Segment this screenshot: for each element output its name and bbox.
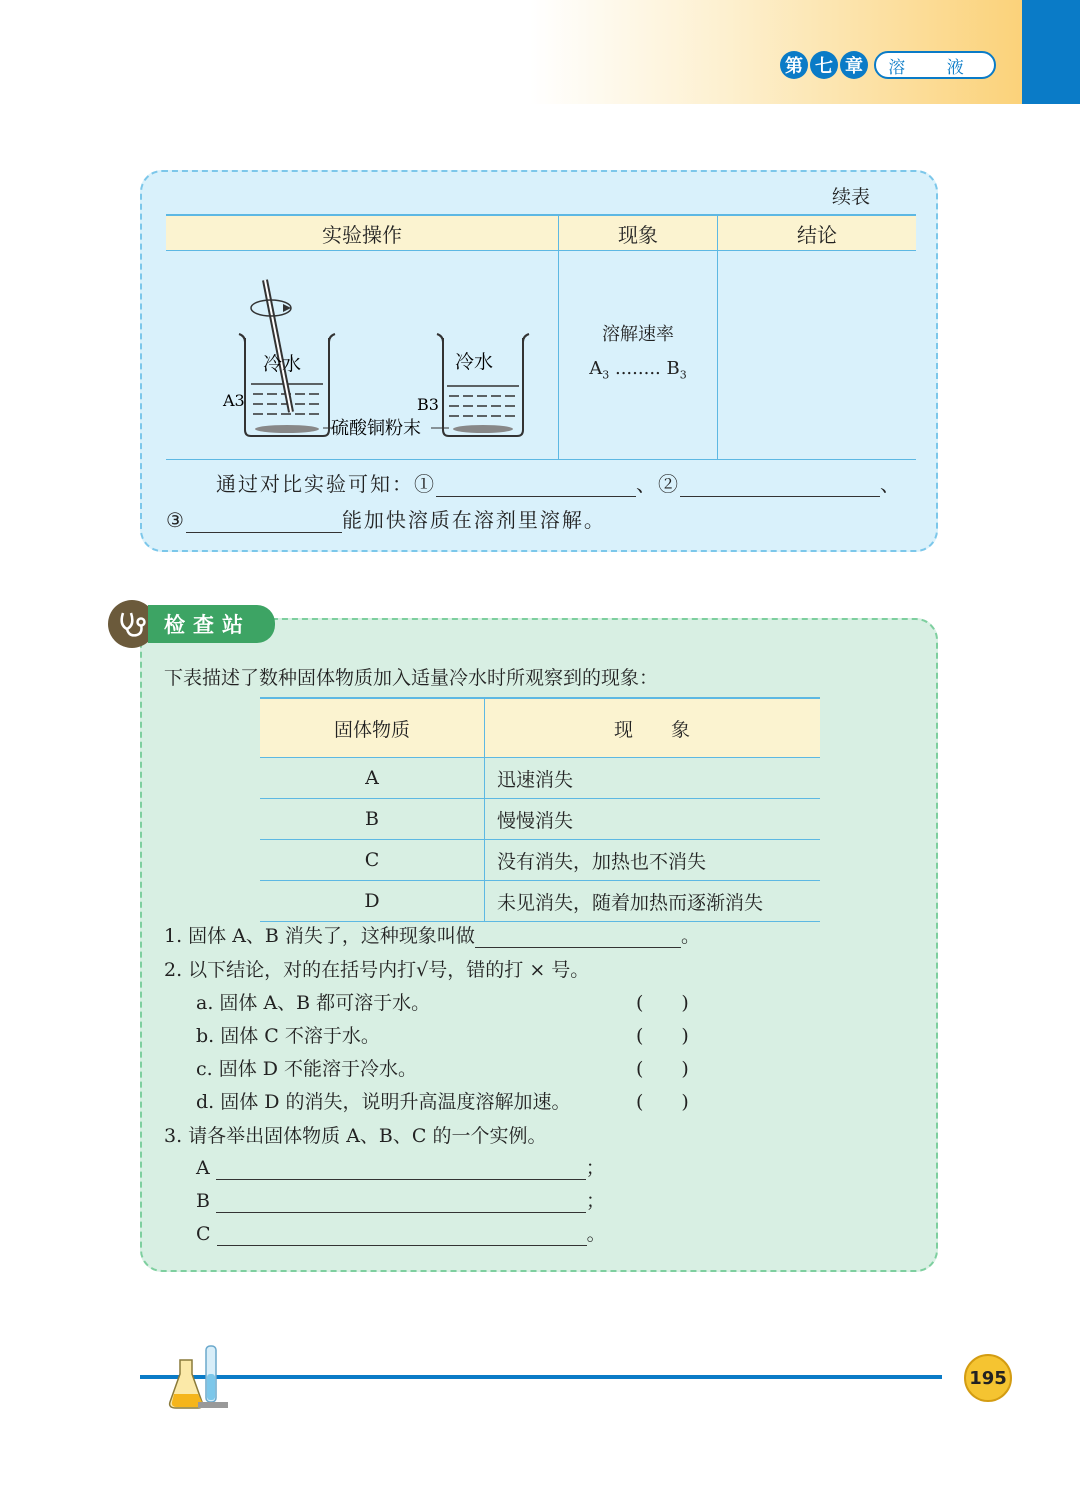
answer-blank[interactable] bbox=[217, 1225, 587, 1246]
header-substance: 固体物质 bbox=[260, 698, 485, 758]
operation-cell bbox=[166, 251, 559, 460]
experiment-table bbox=[166, 214, 916, 460]
answer-parentheses[interactable]: ( ) bbox=[636, 992, 689, 1014]
page-number: 195 bbox=[964, 1354, 1012, 1402]
chapter-char: 章 bbox=[840, 51, 868, 79]
phenomenon-cell: 没有消失，加热也不消失 bbox=[485, 840, 821, 881]
phenomenon-title: 溶解速率 bbox=[602, 323, 674, 345]
header-conclusion: 结论 bbox=[718, 215, 917, 251]
badge-label: 检查站 bbox=[148, 605, 275, 643]
substance-cell: C bbox=[260, 840, 485, 881]
left-water-label: 冷水 bbox=[263, 353, 302, 375]
answer-parentheses[interactable]: ( ) bbox=[636, 1091, 689, 1113]
question-2: 2. 以下结论，对的在括号内打√号，错的打 × 号。 bbox=[164, 959, 590, 981]
phenomenon-cell: 迅速消失 bbox=[485, 758, 821, 799]
check-intro: 下表描述了数种固体物质加入适量冷水时所观察到的现象： bbox=[164, 667, 659, 689]
question-1: 1. 固体 A、B 消失了，这种现象叫做 。 bbox=[164, 925, 700, 947]
substance-cell: A bbox=[260, 758, 485, 799]
header-phenomenon: 现象 bbox=[559, 215, 718, 251]
header-blue-tab bbox=[1022, 0, 1080, 104]
answer-blank[interactable] bbox=[216, 1159, 586, 1180]
answer-parentheses[interactable]: ( ) bbox=[636, 1025, 689, 1047]
answer-blank[interactable] bbox=[436, 476, 636, 497]
answer-blank[interactable] bbox=[680, 476, 880, 497]
phenomenon-cell: 慢慢消失 bbox=[485, 799, 821, 840]
footer-line bbox=[140, 1375, 942, 1379]
chapter-char: 第 bbox=[780, 51, 808, 79]
check-station-badge bbox=[108, 600, 275, 648]
conclusion-line-2: ③ 能加快溶质在溶剂里溶解。 bbox=[166, 508, 606, 532]
phenomenon-cell bbox=[559, 251, 718, 460]
right-water-label: 冷水 bbox=[455, 351, 494, 373]
phenomenon-compare: $A_3$ ........ $B_3$ bbox=[589, 357, 687, 382]
chapter-label bbox=[780, 50, 996, 80]
answer-parentheses[interactable]: ( ) bbox=[636, 1058, 689, 1080]
answer-blank[interactable] bbox=[475, 927, 681, 948]
header-phenomenon: 现 象 bbox=[485, 698, 821, 758]
example-line-c: C 。 bbox=[196, 1223, 606, 1245]
question-2-item: b. 固体 C 不溶于水。 bbox=[196, 1025, 380, 1047]
table-row bbox=[260, 799, 820, 840]
table-row bbox=[260, 758, 820, 799]
question-2-item: d. 固体 D 的消失，说明升高温度溶解加速。 bbox=[196, 1091, 571, 1113]
left-beaker-id: A3 bbox=[223, 391, 245, 410]
question-2-item: c. 固体 D 不能溶于冷水。 bbox=[196, 1058, 418, 1080]
answer-blank[interactable] bbox=[216, 1192, 586, 1213]
answer-blank[interactable] bbox=[186, 512, 342, 533]
example-line-a: A ； bbox=[196, 1157, 605, 1179]
conclusion-line-1: 通过对比实验可知：① 、② 、 bbox=[216, 472, 902, 496]
powder-label: 硫酸铜粉末 bbox=[331, 418, 421, 439]
substance-cell: D bbox=[260, 881, 485, 922]
header-operation: 实验操作 bbox=[166, 215, 559, 251]
table-row bbox=[260, 881, 820, 922]
continued-label: 续表 bbox=[831, 186, 870, 208]
question-3: 3. 请各举出固体物质 A、B、C 的一个实例。 bbox=[164, 1125, 547, 1147]
conclusion-cell bbox=[718, 251, 917, 460]
right-beaker-id: B3 bbox=[417, 395, 439, 414]
continued-table-box bbox=[140, 170, 938, 552]
beaker-figure bbox=[167, 252, 557, 458]
phenomenon-cell: 未见消失，随着加热而逐渐消失 bbox=[485, 881, 821, 922]
chapter-char: 七 bbox=[810, 51, 838, 79]
question-2-item: a. 固体 A、B 都可溶于水。 bbox=[196, 992, 431, 1014]
flask-icon bbox=[168, 1340, 232, 1410]
example-line-b: B ； bbox=[196, 1190, 606, 1212]
chapter-title: 溶 液 bbox=[874, 51, 996, 79]
table-row bbox=[260, 840, 820, 881]
solid-substance-table bbox=[260, 697, 820, 922]
substance-cell: B bbox=[260, 799, 485, 840]
